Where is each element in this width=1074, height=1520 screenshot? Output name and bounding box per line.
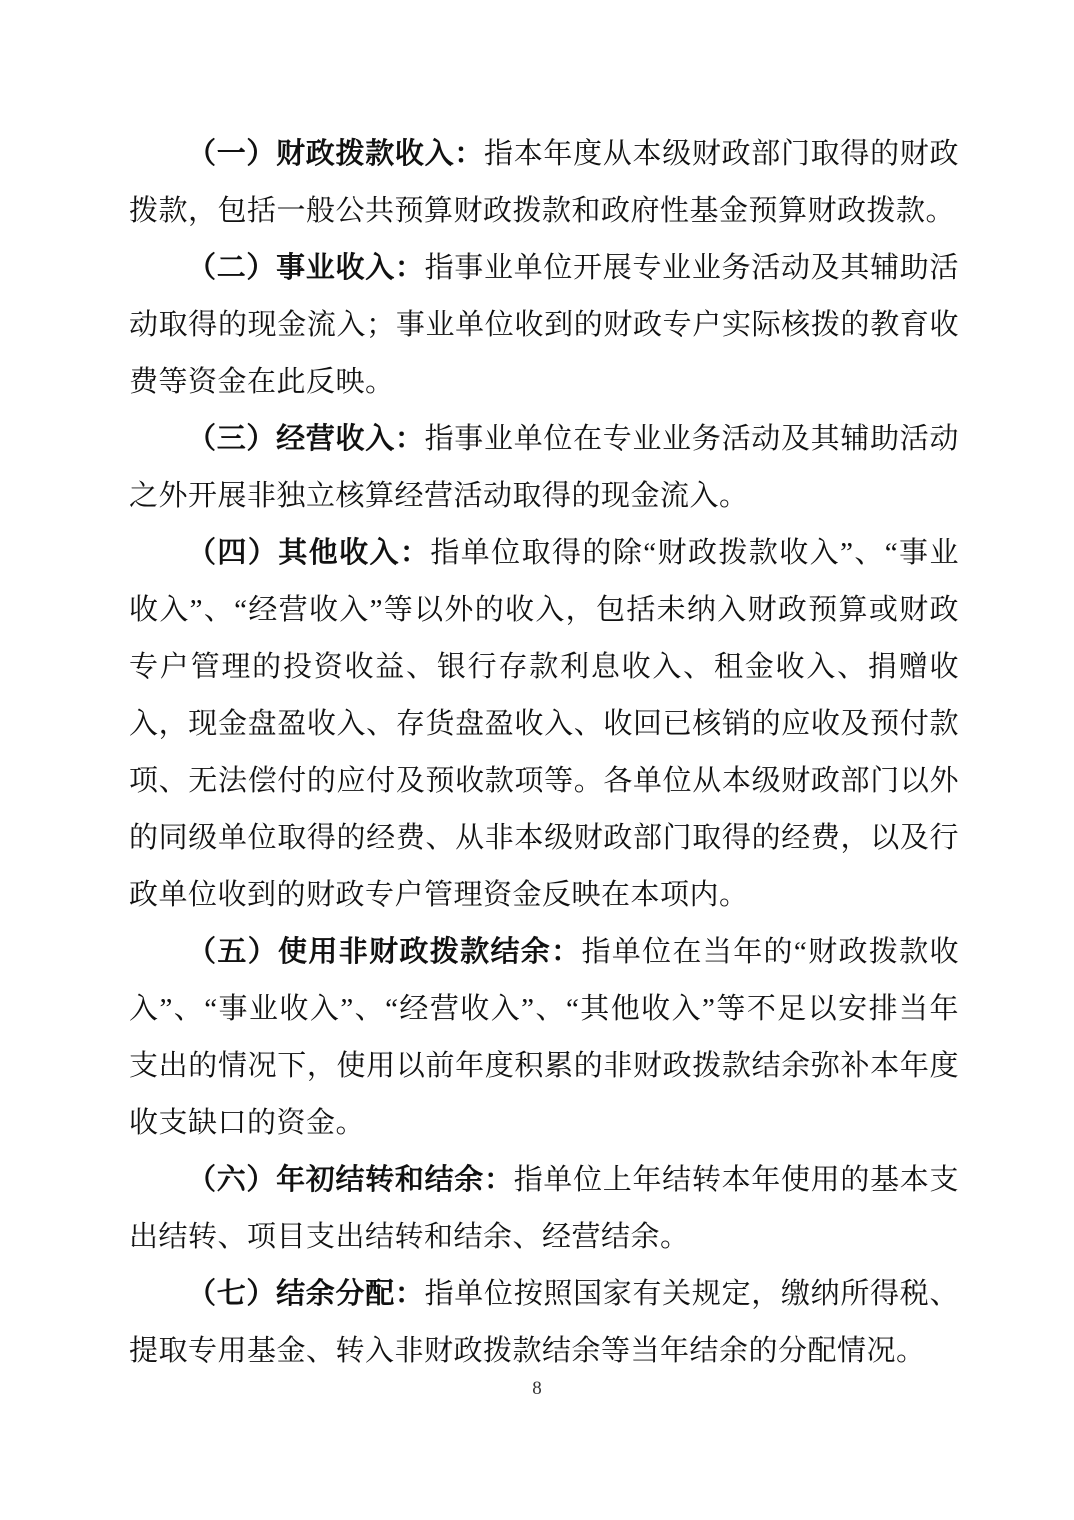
term-label-2: （二）事业收入： [187,252,425,284]
term-definition-6: 指单位上年结转本年使用的基本支出结转、项目支出结转和结余、经营结余。 [129,1164,959,1253]
page-footer [0,1378,1074,1400]
definition-paragraph-2 [129,240,959,411]
term-label-3: （三）经营收入： [187,423,425,455]
definition-paragraph-5 [129,924,959,1152]
term-label-5: （五）使用非财政拨款结余： [187,936,582,968]
term-definition-4: 指单位取得的除“财政拨款收入”、“事业收入”、“经营收入”等以外的收入，包括未纳入财政预算或财政专户管理的投资收益、银行存款利息收入、租金收入、捐赠收入，现金盘盈收入、存货盘盈收入、收回已核销的应收及预付款项、无法偿付的应付及预收款项等。各单位从本级财政部门以外的同级单位取得的经费、从非本级财政部门取得的经费，以及行政单位收到的财政专户管理资金反映在本项内。 [129,537,959,911]
term-label-4: （四）其他收入： [187,537,431,569]
definition-paragraph-4 [129,525,959,924]
term-definition-1: 指本年度从本级财政部门取得的财政拨款，包括一般公共预算财政拨款和政府性基金预算财政拨款。 [129,138,959,227]
term-label-7: （七）结余分配： [187,1278,425,1310]
definition-paragraph-6 [129,1152,959,1266]
term-label-6: （六）年初结转和结余： [187,1164,514,1196]
page-number: 8 [532,1378,542,1399]
document-body [129,126,959,1380]
definition-paragraph-3 [129,411,959,525]
term-definition-2: 指事业单位开展专业业务活动及其辅助活动取得的现金流入；事业单位收到的财政专户实际核拨的教育收费等资金在此反映。 [129,252,959,398]
term-definition-7: 指单位按照国家有关规定，缴纳所得税、提取专用基金、转入非财政拨款结余等当年结余的分配情况。 [129,1278,959,1367]
term-definition-3: 指事业单位在专业业务活动及其辅助活动之外开展非独立核算经营活动取得的现金流入。 [129,423,959,512]
term-label-1: （一）财政拨款收入： [187,138,484,170]
definition-paragraph-1 [129,126,959,240]
definition-paragraph-7 [129,1266,959,1380]
term-definition-5: 指单位在当年的“财政拨款收入”、“事业收入”、“经营收入”、“其他收入”等不足以安排当年支出的情况下，使用以前年度积累的非财政拨款结余弥补本年度收支缺口的资金。 [129,936,959,1139]
